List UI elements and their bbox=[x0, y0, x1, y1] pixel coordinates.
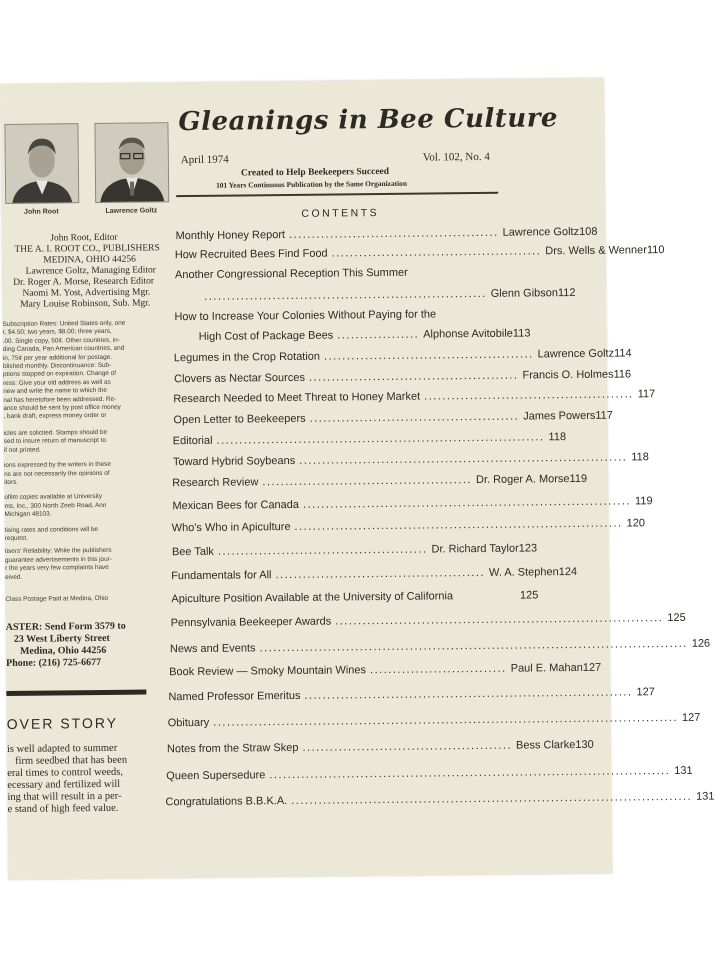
issue-volume: Vol. 102, No. 4 bbox=[422, 150, 490, 164]
subscription-block: Subscription Rates: United States only, one r, $4.50; two years, $8.00; three years, .00. Single copy, 50¢. Other countries, in- ding Canada, Pan American countries, and in, 75¢ per year additional for postage. blished monthly. Discontinuance: Sub- ptions stopped on expiration. Change of ress: Give your old address as well as new and write the name to which the nal has heretofore been addressed. Re- ance should be sent by post office money , bank draft, express money order or bbox=[2, 319, 126, 421]
cover-story-heading: OVER STORY bbox=[6, 714, 119, 732]
toc-entry: Notes from the Straw Skep .............................................. Bess Clarke 130 bbox=[166, 738, 594, 756]
toc-entry: Bee Talk .............................................. Dr. Richard Taylor 123 bbox=[171, 542, 538, 559]
issue-date: April 1974 bbox=[180, 153, 229, 167]
contents-heading: CONTENTS bbox=[301, 207, 380, 220]
leader-dots: ........................................................................ bbox=[294, 517, 623, 533]
leader-dots: ........................................................................ bbox=[302, 495, 632, 511]
opinions-block: ions expressed by the writers in these ns are not necessarily the opinions of itors. bbox=[3, 460, 111, 486]
magazine-page bbox=[0, 78, 715, 880]
leader-dots: ........................................................................ bbox=[216, 431, 545, 447]
leader-dots: .................. bbox=[337, 328, 420, 342]
leader-dots: ........................................................................................ bbox=[269, 765, 671, 782]
toc-entry: .............................................................. Glenn Gibson 112 bbox=[204, 286, 576, 303]
staff-line: Lawrence Goltz, Managing Editor bbox=[25, 265, 157, 277]
toc-entry: Research Review .............................................. Dr. Roger A. Morse 119 bbox=[172, 472, 588, 490]
leader-dots: ........................................................................ bbox=[304, 686, 633, 702]
photo-john-root bbox=[4, 123, 79, 204]
leader-dots: .............................................. bbox=[275, 566, 486, 582]
toc-entry: High Cost of Package Bees .................. Alphonse Avitobile 113 bbox=[198, 327, 531, 343]
leader-dots: ........................................................................................ bbox=[291, 790, 693, 807]
photo-lawrence-goltz bbox=[94, 122, 169, 203]
toc-entry: Obituary ...................................................................................................... 127 bbox=[167, 711, 701, 730]
toc-entry: Fundamentals for All .............................................. W. A. Stephen 124 bbox=[171, 565, 578, 583]
microfilm-block: ofilm copies available at University ms, Inc., 300 North Zeeb Road, Ann Michigan 48103. bbox=[4, 493, 107, 519]
toc-entry: Open Letter to Beekeepers .............................................. James Powers 117 bbox=[173, 409, 613, 427]
leader-dots: .............................................. bbox=[424, 388, 634, 403]
toc-entry: Book Review — Smoky Mountain Wines .............................. Paul E. Mahan 127 bbox=[169, 661, 602, 679]
divider bbox=[6, 690, 146, 696]
toc-entry: Mexican Bees for Canada ........................................................................ 119 bbox=[172, 495, 653, 513]
leader-dots: .............................................. bbox=[309, 410, 520, 425]
leader-dots: .............................................. bbox=[302, 739, 513, 754]
toc-entry: Who's Who in Apiculture ........................................................................ 120 bbox=[171, 517, 645, 535]
photo-caption: Lawrence Goltz bbox=[105, 207, 158, 215]
staff-line: THE A. I. ROOT CO., PUBLISHERS bbox=[14, 243, 160, 255]
leader-dots: .............................................................. bbox=[204, 287, 487, 303]
leader-dots: .............................................. bbox=[308, 369, 519, 384]
masthead-rule bbox=[176, 192, 498, 197]
toc-entry: Queen Supersedure ........................................................................................ 131 bbox=[166, 764, 693, 783]
leader-dots: .............................................. bbox=[323, 348, 534, 363]
staff-line: Naomi M. Yost, Advertising Mgr. bbox=[22, 287, 151, 299]
staff-line: MEDINA, OHIO 44256 bbox=[43, 254, 136, 266]
tagline: Created to Help Beekeepers Succeed bbox=[240, 166, 390, 179]
leader-dots: .............................................................................................. bbox=[259, 637, 688, 655]
advertising-block: tising rates and conditions will be request. bbox=[4, 525, 99, 542]
toc-entry: News and Events .............................................................................................. 126 bbox=[169, 637, 711, 656]
toc-entry: Editorial ........................................................................ 118 bbox=[172, 431, 567, 448]
leader-dots: ...................................................................................................... bbox=[213, 711, 679, 729]
toc-entry: Another Congressional Reception This Summer bbox=[174, 266, 408, 282]
leader-dots: .............................. bbox=[369, 662, 507, 677]
leader-dots: .............................................. bbox=[262, 474, 473, 489]
cover-story-text: is well adapted to summer firm seedbed that has been eral times to control weeds, ecessary and fertilized will ing that will result in a per- e stand of high feed value. bbox=[6, 742, 128, 815]
leader-dots: ........................................................................ bbox=[299, 451, 628, 467]
staff-line: Mary Louise Robinson, Sub. Mgr. bbox=[20, 298, 151, 310]
toc-entry: Legumes in the Crop Rotation .............................................. Lawrence Goltz 114 bbox=[173, 347, 632, 365]
toc-entry: How to Increase Your Colonies Without Paying for the bbox=[174, 308, 437, 324]
toc-entry: Research Needed to Meet Threat to Honey Market .............................................. 117 bbox=[173, 388, 656, 406]
toc-entry: Pennsylvania Beekeeper Awards ........................................................................ 125 bbox=[170, 611, 686, 630]
toc-entry: Apiculture Position Available at the University of California 125 bbox=[171, 589, 539, 606]
leader-dots: .............................................. bbox=[217, 543, 428, 558]
leader-dots: .............................................. bbox=[331, 245, 542, 260]
leader-dots: .............................................. bbox=[288, 226, 499, 241]
toc-entry: Toward Hybrid Soybeans ........................................................................ 118 bbox=[172, 451, 649, 469]
magazine-title: Gleanings in Bee Culture bbox=[178, 103, 559, 138]
subtagline: 101 Years Continuous Publication by the Same Organization bbox=[216, 178, 407, 190]
masthead-staff-column bbox=[2, 232, 160, 670]
staff-line: Dr. Roger A. Morse, Research Editor bbox=[13, 276, 155, 288]
photo-caption: John Root bbox=[23, 208, 59, 216]
postage-line: Class Postage Paid at Medina, Ohio bbox=[5, 594, 109, 603]
reliability-block: tisers' Reliability: While the publishers guarantee advertisements in this jour- r the years very few complaints have eived. bbox=[4, 547, 112, 581]
leader-dots: ........................................................................ bbox=[335, 612, 664, 628]
toc-entry: How Recruited Bees Find Food .............................................. Drs. Wells & Wenner 110 bbox=[174, 244, 665, 262]
toc-entry: Named Professor Emeritus ........................................................................ 127 bbox=[168, 686, 655, 704]
manuscripts-block: icles are solicited. Stamps should be sed to insure return of manuscript to if not printed. bbox=[3, 428, 108, 454]
toc-entry: Monthly Honey Report .............................................. Lawrence Goltz 108 bbox=[175, 225, 598, 243]
toc-entry: Congratulations B.B.K.A. ........................................................................................ 131 bbox=[165, 790, 715, 809]
postmaster-block: ASTER: Send Form 3579 to 23 West Liberty Street Medina, Ohio 44256 Phone: (216) 725-6677 bbox=[5, 621, 126, 670]
toc-entry: Clovers as Nectar Sources .............................................. Francis O. Holmes 116 bbox=[174, 368, 632, 386]
staff-line: John Root, Editor bbox=[50, 232, 118, 244]
